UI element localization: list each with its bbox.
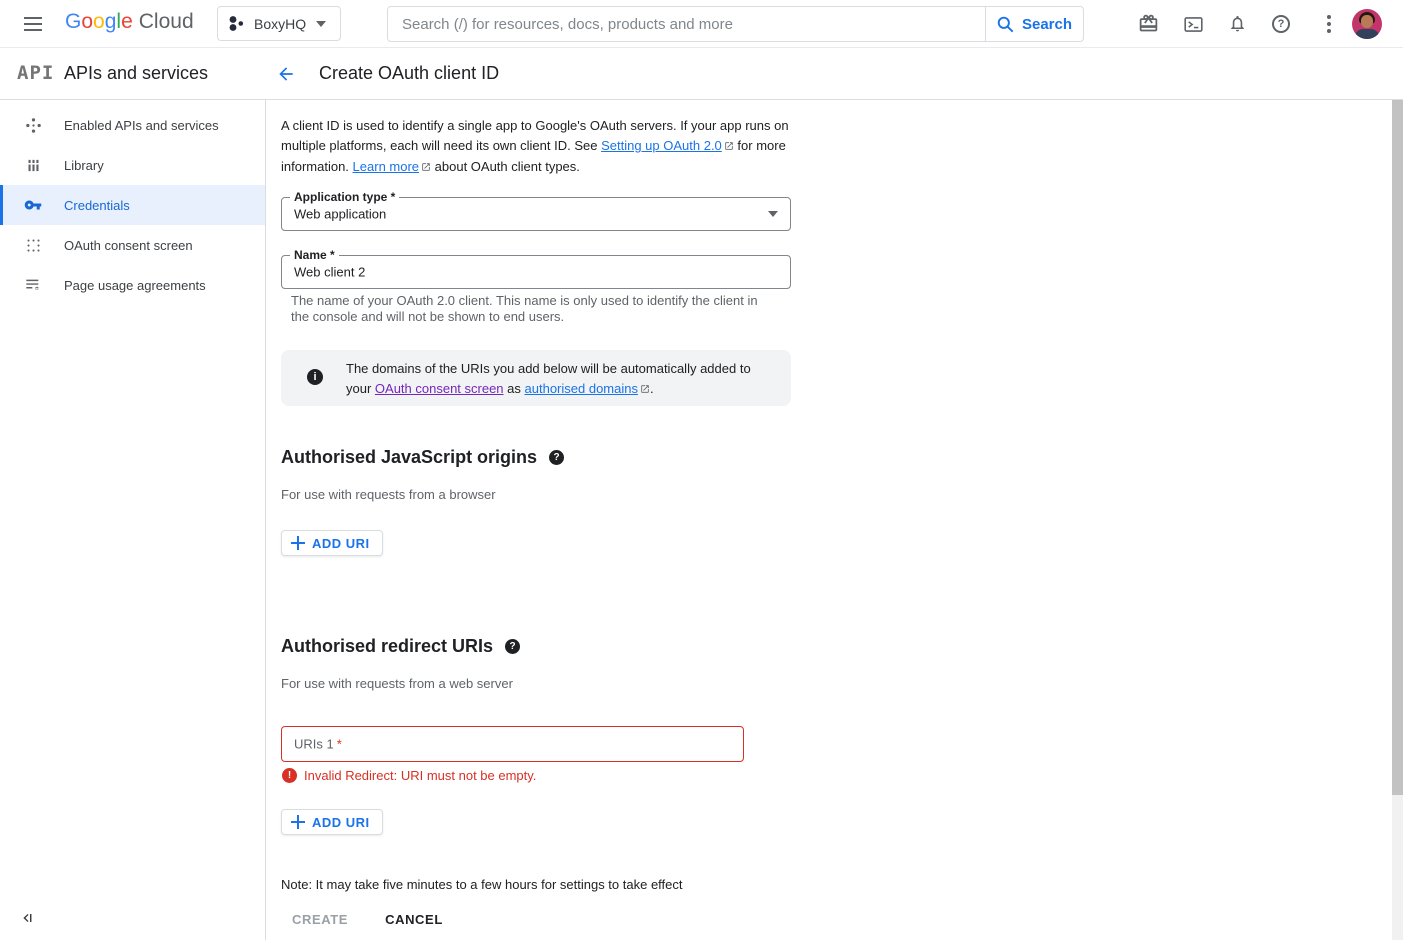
chevron-down-icon: [316, 21, 326, 27]
logo-letter: g: [104, 10, 117, 33]
error-icon: !: [282, 768, 297, 783]
application-type-label: Application type *: [290, 190, 399, 204]
application-type-value: Web application: [294, 206, 387, 222]
top-bar: [0, 0, 1403, 48]
external-link-icon: [421, 160, 431, 175]
api-product-logo: API: [17, 62, 55, 84]
account-avatar[interactable]: [1352, 9, 1382, 39]
main-content: [266, 100, 1392, 940]
client-name-helper-text: The name of your OAuth 2.0 client. This name is only used to identify the client in the console and will not be shown to end users.: [291, 293, 758, 324]
more-vert-icon: [1327, 15, 1331, 33]
page-title: Create OAuth client ID: [319, 63, 500, 83]
error-text: Invalid Redirect: URI must not be empty.: [304, 768, 537, 783]
required-asterisk: *: [336, 736, 342, 752]
add-origin-uri-button[interactable]: ADD URI: [281, 530, 383, 556]
sidebar: [0, 100, 265, 940]
arrow-back-icon: [276, 64, 296, 84]
page-header: [0, 48, 1403, 100]
dropdown-caret-icon: [768, 211, 778, 217]
key-icon: [24, 196, 42, 214]
origins-section-heading: Authorised JavaScript origins ?: [281, 447, 564, 468]
notifications-button[interactable]: [1225, 11, 1249, 35]
library-icon: [24, 156, 42, 174]
learn-more-link[interactable]: Learn more: [352, 159, 420, 174]
info-icon: i: [307, 369, 323, 385]
terminal-icon: [1183, 14, 1204, 35]
logo-letter: e: [121, 10, 133, 33]
external-link-icon: [640, 382, 650, 397]
settings-note: Note: It may take five minutes to a few hours for settings to take effect: [281, 877, 683, 892]
uri-error-message: [282, 768, 536, 783]
authorised-domains-link[interactable]: authorised domains: [524, 381, 638, 396]
client-name-input[interactable]: [281, 248, 791, 289]
external-link-icon: [724, 139, 734, 154]
sidebar-divider: [265, 48, 266, 940]
logo-letter: G: [65, 10, 82, 33]
project-name: BoxyHQ: [254, 15, 307, 32]
collapse-left-icon: [20, 910, 36, 926]
hamburger-menu-icon[interactable]: [21, 12, 45, 36]
form-actions: [292, 912, 443, 927]
redirects-help-icon[interactable]: ?: [505, 639, 520, 654]
plus-icon: [291, 815, 305, 829]
create-button[interactable]: CREATE: [292, 912, 349, 927]
uri-input[interactable]: [281, 726, 744, 762]
agreements-gear-icon: [24, 276, 42, 294]
search-bar: [387, 6, 1084, 42]
cloud-shell-button[interactable]: [1181, 12, 1205, 36]
boxyhq-logo-icon: [228, 13, 245, 34]
collapse-sidebar-button[interactable]: [16, 906, 40, 930]
logo-letter: o: [81, 10, 94, 33]
sidebar-item-library[interactable]: [0, 145, 265, 185]
uri-input-label: URIs 1: [294, 736, 334, 752]
intro-paragraph: A client ID is used to identify a single app to Google's OAuth servers. If your app runs on multiple platforms, each will need its own client ID. See Setting up OAuth 2.0 for more information. Learn more about OAuth client types.: [281, 118, 789, 174]
back-button[interactable]: [274, 62, 298, 86]
free-trial-gift-button[interactable]: [1136, 11, 1160, 35]
application-type-select[interactable]: [281, 190, 791, 231]
logo-cloud-text: Cloud: [138, 10, 194, 33]
sidebar-item-label: OAuth consent screen: [64, 237, 193, 253]
logo-letter: l: [116, 10, 122, 33]
cancel-button[interactable]: CANCEL: [385, 912, 443, 927]
client-name-value: Web client 2: [294, 264, 366, 280]
plus-icon: [291, 536, 305, 550]
setting-up-oauth-link[interactable]: Setting up OAuth 2.0: [601, 138, 722, 153]
product-title: APIs and services: [64, 63, 209, 83]
search-button-label: Search: [1021, 15, 1073, 33]
sidebar-item-label: Enabled APIs and services: [64, 117, 219, 133]
sidebar-item-enabled-apis[interactable]: [0, 105, 265, 145]
add-redirect-uri-button[interactable]: ADD URI: [281, 809, 383, 835]
more-options-button[interactable]: [1317, 12, 1341, 36]
help-icon: ?: [1272, 15, 1290, 33]
scrollbar-thumb[interactable]: [1392, 100, 1403, 795]
bell-icon: [1228, 13, 1247, 34]
origins-subtext: For use with requests from a browser: [281, 487, 496, 502]
redirects-section-heading: Authorised redirect URIs ?: [281, 636, 520, 657]
gift-icon: [1138, 13, 1159, 34]
origins-help-icon[interactable]: ?: [549, 450, 564, 465]
sidebar-item-label: Page usage agreements: [64, 277, 206, 293]
scrollbar-track[interactable]: [1392, 100, 1403, 940]
sidebar-item-label: Credentials: [64, 197, 130, 213]
sidebar-item-credentials[interactable]: [0, 185, 265, 225]
client-name-label: Name *: [290, 248, 339, 262]
sidebar-item-oauth-consent[interactable]: [0, 225, 265, 265]
help-button[interactable]: [1269, 12, 1293, 36]
project-selector[interactable]: [217, 6, 341, 41]
redirects-subtext: For use with requests from a web server: [281, 676, 513, 691]
search-button[interactable]: [985, 7, 1083, 41]
consent-screen-icon: [24, 236, 42, 254]
logo-letter: o: [93, 10, 105, 33]
apis-hub-icon: [24, 116, 42, 134]
info-banner: i The domains of the URIs you add below will be automatically added to your OAuth consent screen as authorised domains .: [281, 350, 791, 406]
oauth-consent-screen-link[interactable]: OAuth consent screen: [374, 381, 504, 396]
search-input[interactable]: [388, 7, 985, 41]
search-icon: [997, 16, 1014, 33]
sidebar-item-page-usage[interactable]: [0, 265, 265, 305]
google-cloud-logo[interactable]: [65, 10, 194, 34]
sidebar-item-label: Library: [64, 157, 104, 173]
